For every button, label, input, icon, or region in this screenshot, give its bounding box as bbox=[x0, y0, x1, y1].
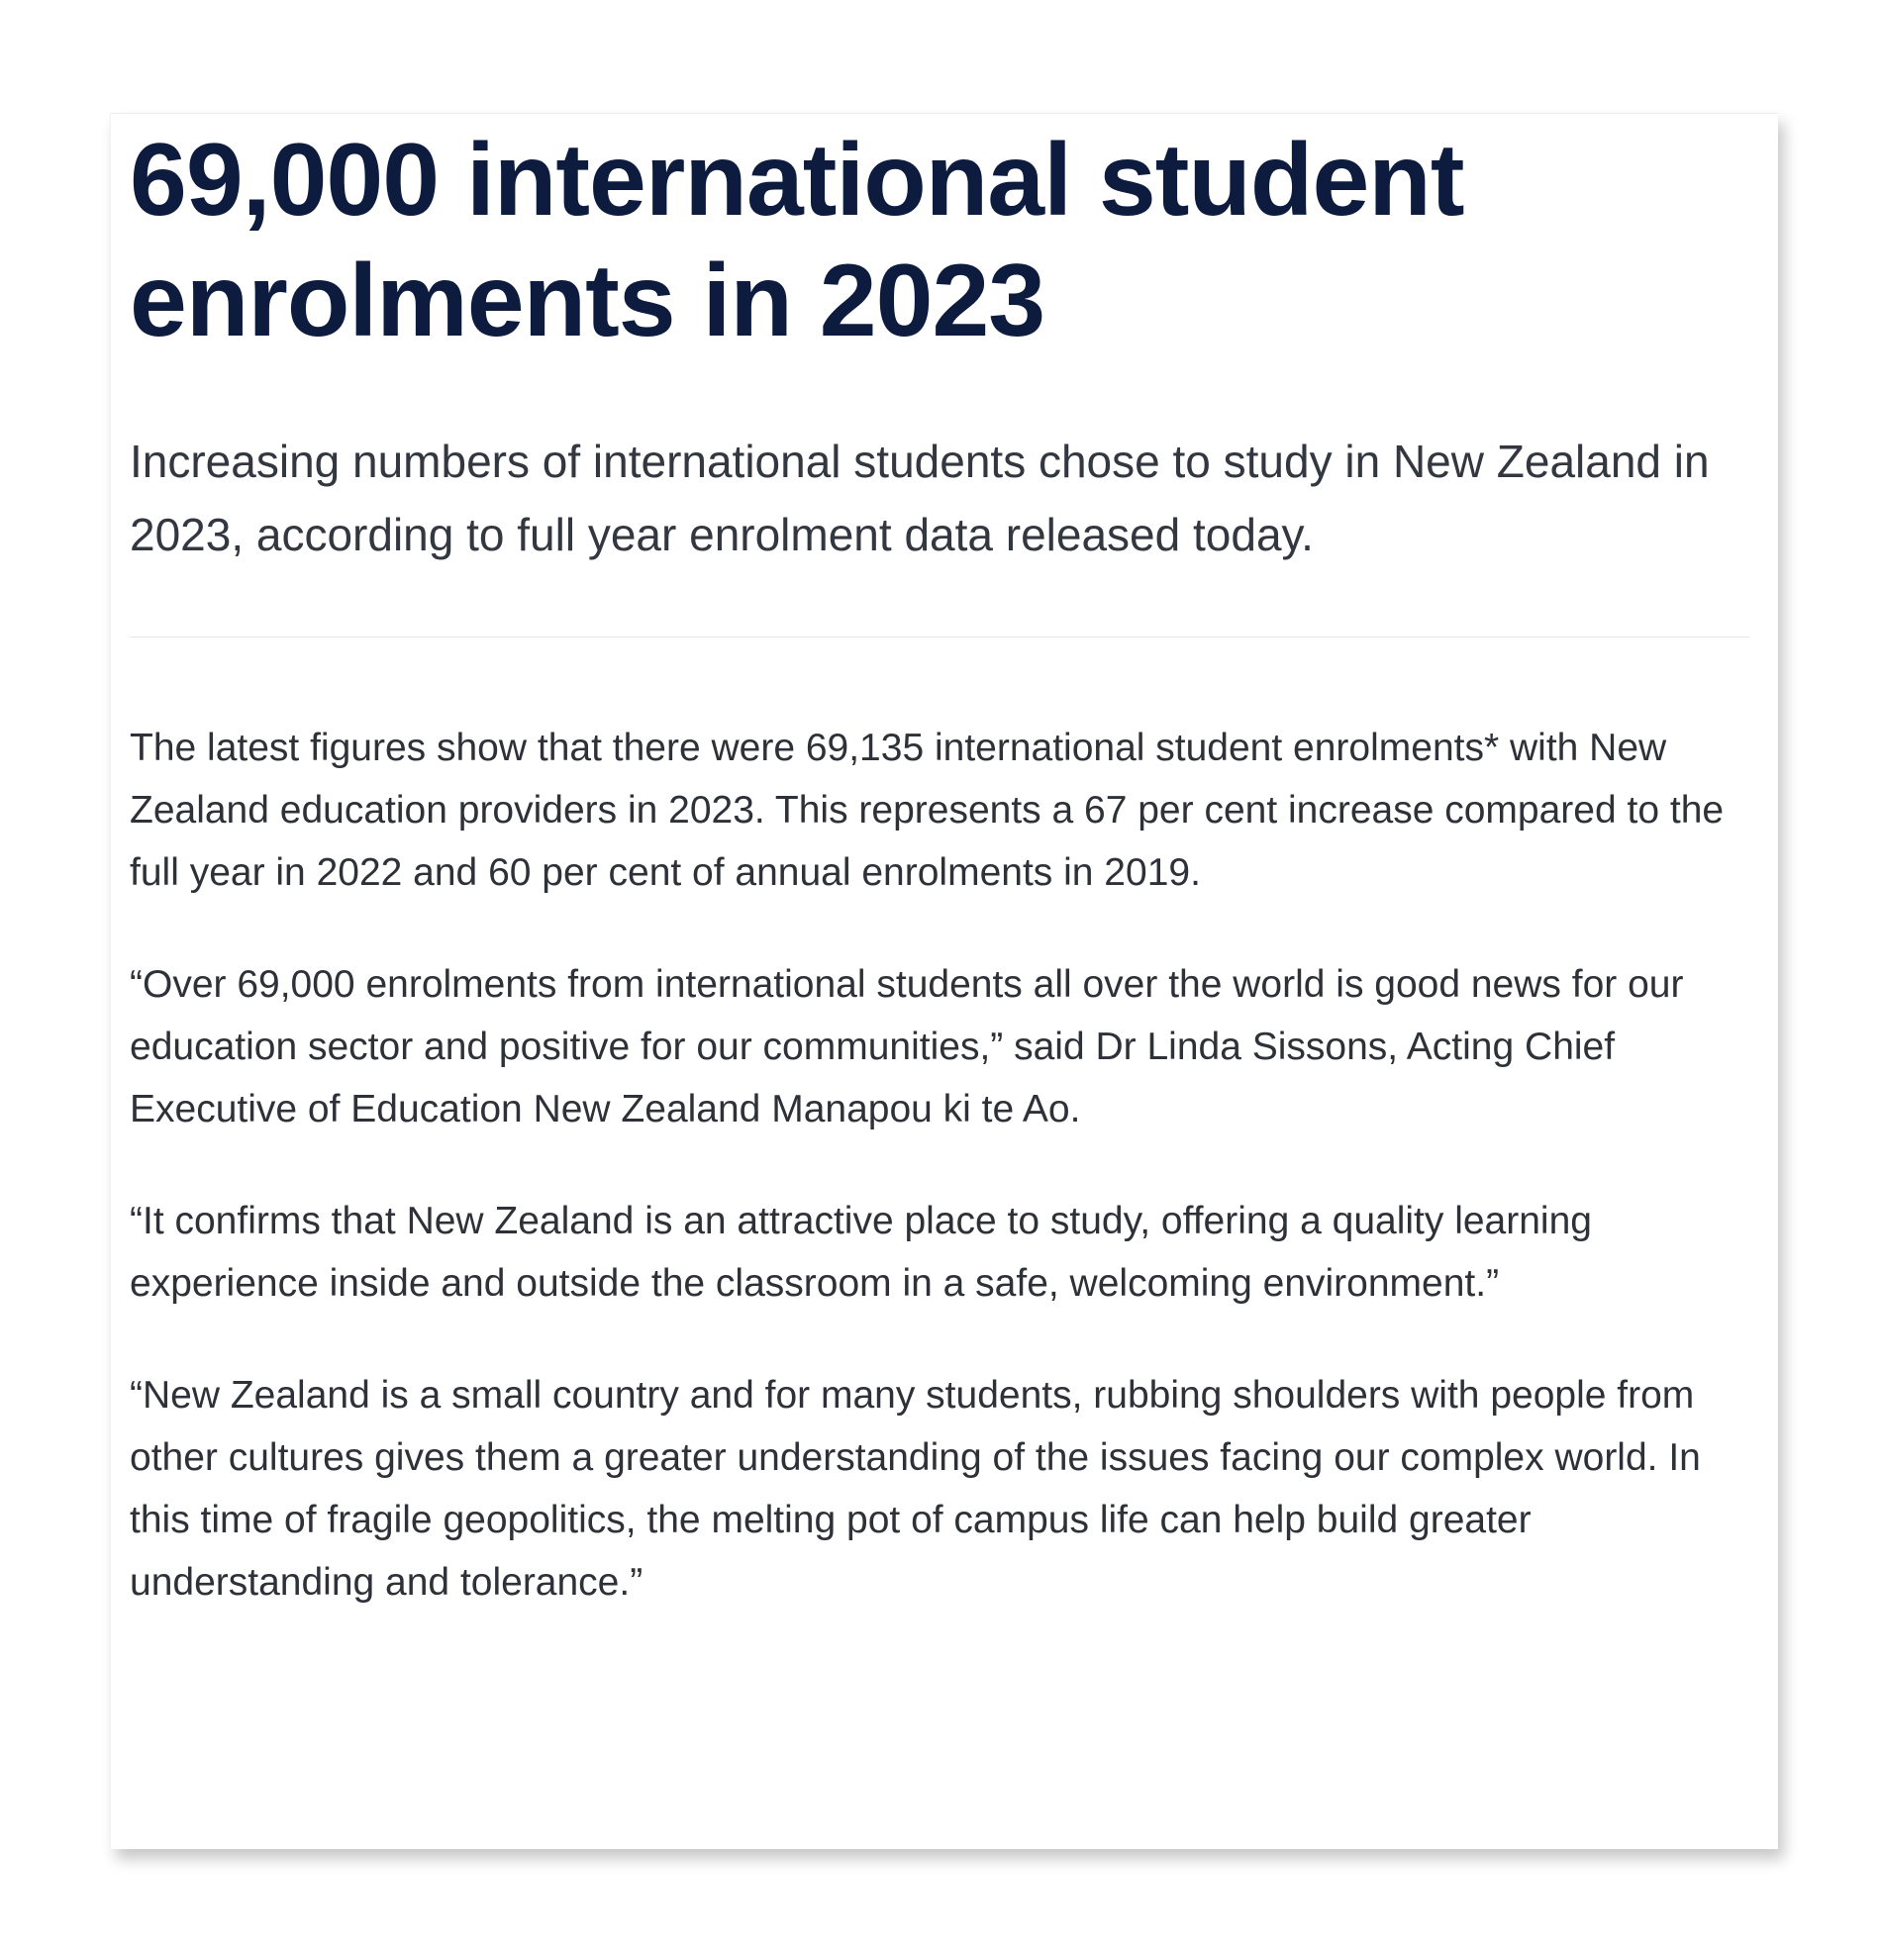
article-lede: Increasing numbers of international students chose to study in New Zealand in 2023, according to full year enrolment data released today. bbox=[130, 436, 1710, 560]
body-paragraph: “It confirms that New Zealand is an attractive place to study, offering a quality learning experience inside and outside the classroom in a safe, welcoming environment.” bbox=[130, 1200, 1592, 1305]
article-content bbox=[130, 114, 1763, 1663]
article-title: 69,000 international student enrolments in 2023 bbox=[130, 123, 1464, 358]
body-paragraph: The latest figures show that there were 69,135 international student enrolments* with New Zealand education providers in 2023. This represents a 67 per cent increase compared to the full year in 2022 and 60 per cent of annual enrolments in 2019. bbox=[130, 727, 1725, 894]
body-paragraph: “New Zealand is a small country and for many students, rubbing shoulders with people from other cultures gives them a greater understanding of the issues facing our complex world. In this time of fragile geopolitics, the melting pot of campus life can help build greater understanding and tolerance.” bbox=[130, 1374, 1701, 1604]
article-body bbox=[130, 717, 1763, 1614]
article-card bbox=[110, 113, 1778, 1849]
body-paragraph: “Over 69,000 enrolments from international students all over the world is good news for our education sector and positive for our communities,” said Dr Linda Sissons, Acting Chief Executive of Education New Zealand Manapou ki te Ao. bbox=[130, 963, 1684, 1130]
